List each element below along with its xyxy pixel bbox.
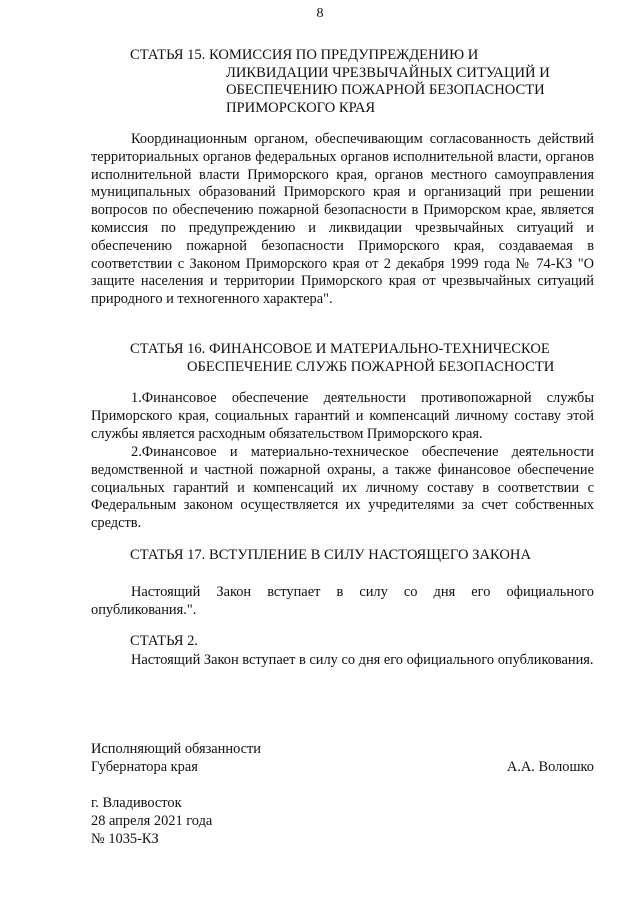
heading-line: ПРИМОРСКОГО КРАЯ (226, 99, 376, 116)
signature-name: А.А. Волошко (506, 759, 594, 775)
signature-title-line-2: Губернатора края (91, 759, 198, 775)
footer-city: г. Владивосток (91, 795, 182, 811)
article-2-paragraph: Настоящий Закон вступает в силу со дня его официального опубликования. (131, 652, 594, 668)
article-16-paragraph-2: 2.Финансовое и материально-техническое обеспечение деятельности ведомственной и частной пожарной охраны, а также финансовое обеспечение социальных гарантий и компенсаций их личному составу в соответствии с Федеральным законом осуществляется их учредителями за счет собственных средств. (91, 444, 594, 532)
footer-number: № 1035-КЗ (91, 831, 159, 847)
article-2-heading: СТАТЬЯ 2. (130, 633, 199, 649)
signature-title-line-1: Исполняющий обязанности (91, 741, 262, 757)
heading-line: ОБЕСПЕЧЕНИЕ СЛУЖБ ПОЖАРНОЙ БЕЗОПАСНОСТИ (187, 358, 555, 375)
article-16-paragraph-1: 1.Финансовое обеспечение деятельности противопожарной службы Приморского края, социальных гарантий и компенсаций личному составу этой службы является расходным обязательством Приморского края. (91, 390, 594, 442)
article-15-paragraph: Координационным органом, обеспечивающим согласованность действий территориальных органов федеральных органов исполнительной власти, органов исполнительной власти Приморского края, органов местного самоуправления муниципальных образований Приморского края и организаций при решении вопросов по обеспечению пожарной безопасности в Приморском крае, является комиссия по предупреждению и ликвидации чрезвычайных ситуаций и обеспечению пожарной безопасности Приморского края, создаваемая в соответствии с Законом Приморского края от 2 декабря 1999 года № 74-КЗ "О защите населения и территории Приморского края от чрезвычайных ситуаций природного и техногенного характера". (91, 131, 594, 308)
heading-line: ОБЕСПЕЧЕНИЮ ПОЖАРНОЙ БЕЗОПАСНОСТИ (226, 82, 545, 99)
footer-date: 28 апреля 2021 года (91, 813, 213, 829)
article-15-heading (130, 47, 550, 117)
article-17-heading: СТАТЬЯ 17. ВСТУПЛЕНИЕ В СИЛУ НАСТОЯЩЕГО ЗАКОНА (130, 547, 531, 563)
page-number: 8 (316, 6, 324, 21)
heading-line: СТАТЬЯ 16. ФИНАНСОВОЕ И МАТЕРИАЛЬНО-ТЕХНИЧЕСКОЕ (130, 341, 550, 357)
heading-line: ЛИКВИДАЦИИ ЧРЕЗВЫЧАЙНЫХ СИТУАЦИЙ И (226, 64, 550, 81)
article-17-paragraph: Настоящий Закон вступает в силу со дня его официального опубликования.". (91, 584, 594, 618)
heading-line: СТАТЬЯ 15. КОМИССИЯ ПО ПРЕДУПРЕЖДЕНИЮ И (130, 47, 479, 63)
article-16-heading (130, 341, 554, 376)
